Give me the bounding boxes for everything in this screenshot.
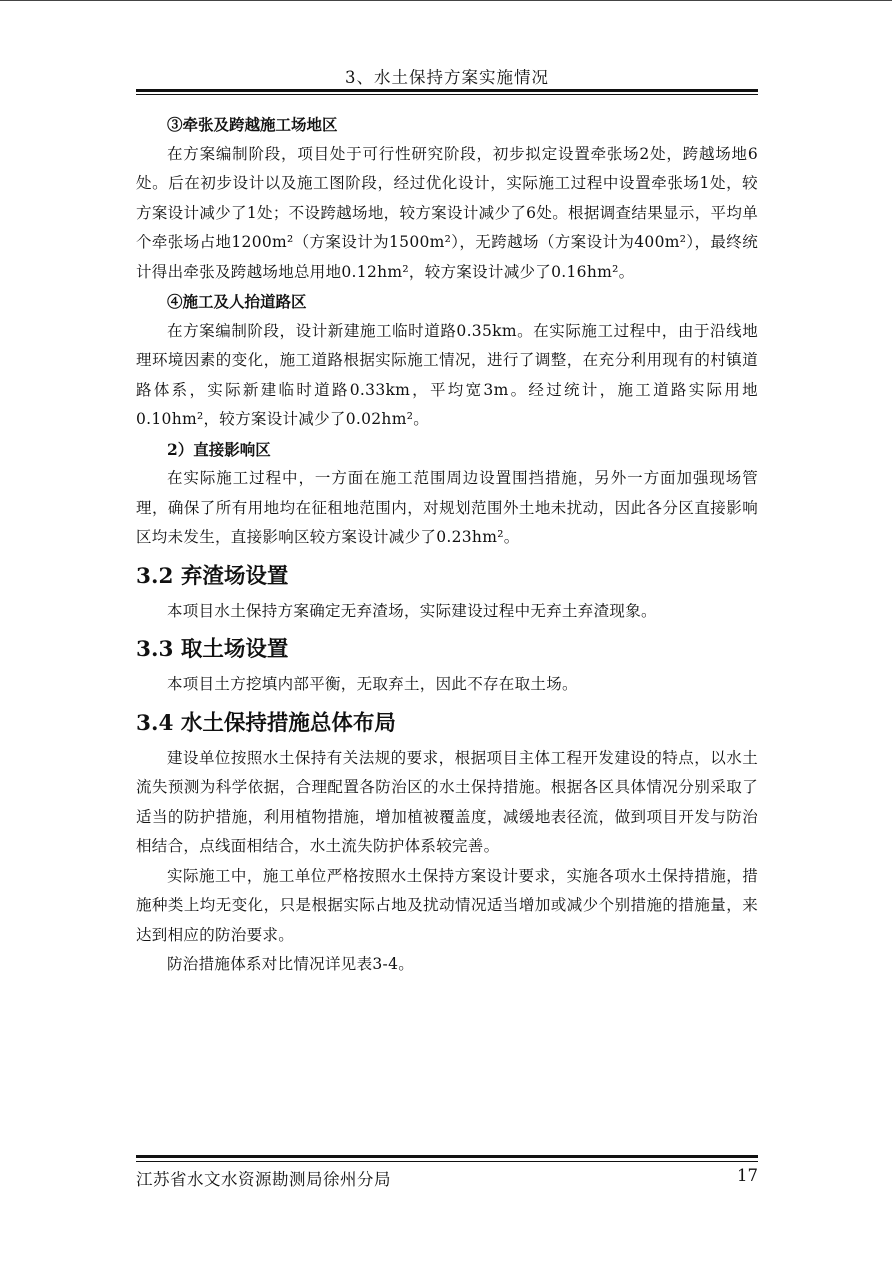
header-rule-thick bbox=[136, 89, 758, 92]
paragraph: 在方案编制阶段，项目处于可行性研究阶段，初步拟定设置牵张场2处，跨越场地6处。后在初步设计以及施工图阶段，经过优化设计，实际施工过程中设置牵张场1处，较方案设计减少了1处；不设跨越场地，较方案设计减少了6处。根据调查结果显示，平均单个牵张场占地1200m²（方案设计为1500m²），无跨越场（方案设计为400m²），最终统计得出牵张及跨越场地总用地0.12hm²，较方案设计减少了0.16hm²。 bbox=[136, 144, 758, 281]
paragraph: 在方案编制阶段，设计新建施工临时道路0.35km。在实际施工过程中，由于沿线地理环境因素的变化，施工道路根据实际施工情况，进行了调整，在充分利用现有的村镇道路体系，实际新建临时道路0.33km，平均宽3m。经过统计，施工道路实际用地0.10hm²，较方案设计减少了0.02hm²。 bbox=[136, 321, 758, 428]
footer-rule-thin bbox=[136, 1161, 758, 1162]
footer-rule-thick bbox=[136, 1155, 758, 1158]
paragraph: 在实际施工过程中，一方面在施工范围周边设置围挡措施，另外一方面加强现场管理，确保了所有用地均在征租地范围内，对规划范围外土地未扰动，因此各分区直接影响区均未发生，直接影响区较方案设计减少了0.23hm²。 bbox=[136, 469, 758, 546]
running-header: 3、水土保持方案实施情况 bbox=[345, 68, 549, 87]
page-number: 17 bbox=[737, 1166, 758, 1185]
section-heading: 3.3 取土场设置 bbox=[136, 637, 289, 662]
paragraph: 建设单位按照水土保持有关法规的要求，根据项目主体工程开发建设的特点，以水土流失预测为科学依据，合理配置各防治区的水土保持措施。根据各区具体情况分别采取了适当的防护措施，利用植物措施，增加植被覆盖度，减缓地表径流，做到项目开发与防治相结合，点线面相结合，水土流失防护体系较完善。 bbox=[136, 748, 758, 855]
paragraph: 实际施工中，施工单位严格按照水土保持方案设计要求，实施各项水土保持措施，措施种类上均无变化，只是根据实际占地及扰动情况适当增加或减少个别措施的措施量，来达到相应的防治要求。 bbox=[136, 866, 758, 944]
page-top-border bbox=[0, 0, 892, 1]
header-rule-thin bbox=[136, 94, 758, 95]
section-heading: 3.4 水土保持措施总体布局 bbox=[136, 710, 396, 736]
section-heading: 3.2 弃渣场设置 bbox=[136, 563, 289, 589]
paragraph: 防治措施体系对比情况详见表3-4。 bbox=[167, 955, 415, 973]
subsection-title: ③牵张及跨越施工场地区 bbox=[167, 115, 338, 134]
paragraph: 本项目土方挖填内部平衡，无取弃土，因此不存在取土场。 bbox=[167, 675, 578, 693]
subsection-title: ④施工及人抬道路区 bbox=[167, 292, 307, 311]
subsection-title: 2）直接影响区 bbox=[167, 439, 271, 459]
page-body bbox=[136, 110, 758, 980]
paragraph: 本项目水土保持方案确定无弃渣场，实际建设过程中无弃土弃渣现象。 bbox=[167, 601, 657, 620]
footer-organization: 江苏省水文水资源勘测局徐州分局 bbox=[136, 1170, 391, 1189]
